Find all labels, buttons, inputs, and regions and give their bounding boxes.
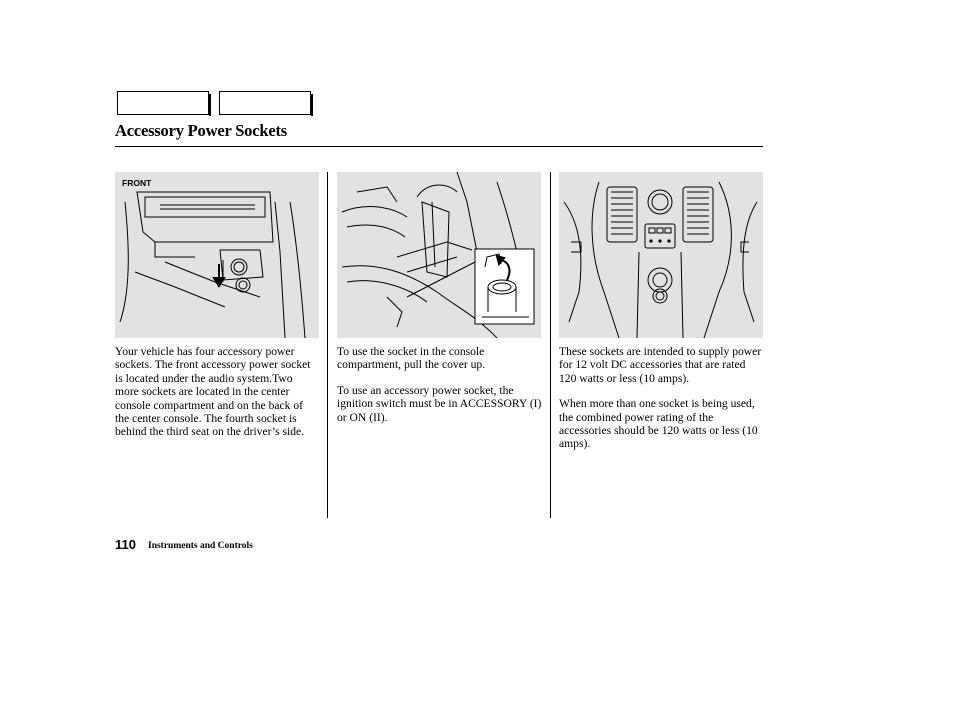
rear-socket-illustration bbox=[559, 172, 763, 338]
paragraph: When more than one socket is being used, the combined power rating of the accessories should be 120 watts or less (10 amps). bbox=[559, 397, 758, 451]
console-socket-drawing bbox=[337, 172, 541, 338]
paragraph: To use the socket in the console compartment, pull the cover up. bbox=[337, 345, 486, 372]
page-title: Accessory Power Sockets bbox=[115, 121, 287, 140]
front-socket-drawing bbox=[115, 172, 319, 338]
text-column-1 bbox=[115, 345, 318, 451]
paragraph: Your vehicle has four accessory power sockets. The front accessory power socket is located under the audio system.Two more sockets are located in the center console compartment and on the back of the center console. The fourth socket is behind the third seat on the driver’s side. bbox=[115, 345, 311, 439]
paragraph: These sockets are intended to supply power for 12 volt DC accessories that are rated 120 watts or less (10 amps). bbox=[559, 345, 762, 385]
console-socket-illustration bbox=[337, 172, 541, 338]
paragraph: To use an accessory power socket, the ignition switch must be in ACCESSORY (I) or ON (II). bbox=[337, 383, 542, 424]
rear-socket-drawing bbox=[559, 172, 763, 338]
title-divider bbox=[115, 146, 763, 147]
nav-button-next[interactable] bbox=[219, 91, 311, 115]
section-name: Instruments and Controls bbox=[148, 541, 253, 551]
front-label: FRONT bbox=[122, 178, 152, 188]
column-divider bbox=[327, 172, 328, 518]
page-number: 110 bbox=[115, 537, 136, 552]
front-socket-illustration bbox=[115, 172, 319, 338]
nav-button-previous[interactable] bbox=[117, 91, 209, 115]
column-divider bbox=[550, 172, 551, 518]
text-column-3 bbox=[559, 345, 764, 463]
text-column-2 bbox=[337, 345, 542, 436]
